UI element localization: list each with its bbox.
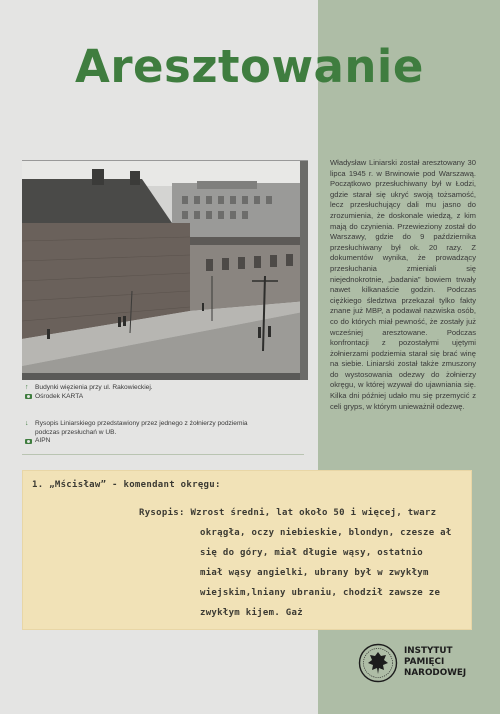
document-caption-line1: Rysopis Liniarskiego przedstawiony przez jednego z żołnierzy podziemia <box>35 420 248 427</box>
arrow-down-icon: ↓ <box>25 420 29 427</box>
institution-name-line3: NARODOWEJ <box>404 668 467 678</box>
institution-name-line2: PAMIĘCI <box>404 657 445 667</box>
page-title: Aresztowanie <box>75 40 424 93</box>
photo-caption <box>25 384 295 401</box>
document-caption <box>25 420 295 446</box>
document-line: miał wąsy angielki, ubrany był w zwykłym <box>200 568 429 578</box>
arrow-up-icon: ↑ <box>25 384 29 391</box>
document-line: się do góry, miał długie wąsy, ostatnio <box>200 548 424 558</box>
document-heading: 1. „Mścisław” - komendant okręgu: <box>32 480 221 490</box>
document-line: Rysopis: Wzrost średni, lat około 50 i więcej, twarz <box>139 508 437 518</box>
caption-divider <box>22 454 304 455</box>
document-caption-line2: podczas przesłuchań w UB. <box>35 428 117 436</box>
document-line: wiejskim,lniany ubraniu, chodził zawsze ze <box>200 588 441 598</box>
institution-name-line1: INSTYTUT <box>404 646 453 656</box>
prison-photo <box>22 160 308 380</box>
document-line: okrągła, oczy niebieskie, blondyn, czesze ał <box>200 528 452 538</box>
article-body: Władysław Liniarski został aresztowany 30 lipca 1945 r. w Brwinowie pod Warszawą. Początkowo przesłuchiwany był w Łodzi, gdzie starał się ukryć swoją tożsamość, lecz przesłuchujący dali mu jasno do zrozumienia, że doskonale wiedzą, z kim mają do czynienia. Przewieziony został do Warszawy, gdzie do 9 października przesłuchiwany był ok. 20 razy. Z dokumentów wynika, że prowadzący przesłuchania zmieniali się niejednokrotnie, „badania” bowiem trwały nawet kilkanaście godzin. Podczas ciężkiego śledztwa przekazał tylko fakty znane już MBP, a podawał nazwiska osób, co do których miał pewność, że zostały już wcześniej aresztowane. Podczas konfrontacji z pozostałymi ujętymi żołnierzami podziemia starał się brać winę na siebie. Liniarski został także zmuszony do wystosowania odezwy do żołnierzy okręgu, w której wzywał do ujawniania się. Kilka dni później udało mu się przemycić z celi gryps, w którym unieważnił odezwę. <box>330 158 476 411</box>
typewritten-document <box>22 470 472 630</box>
document-caption-source: AIPN <box>35 437 51 445</box>
ipn-eagle-logo <box>358 643 398 683</box>
photo-caption-text: Budynki więzienia przy ul. Rakowieckiej. <box>35 384 153 391</box>
document-line: zwykłym kijem. Gaż <box>200 608 303 618</box>
institution-name <box>404 646 466 679</box>
camera-icon <box>25 394 32 399</box>
camera-icon <box>25 439 32 444</box>
photo-caption-source: Ośrodek KARTA <box>35 392 84 400</box>
prison-photo-illustration <box>22 161 308 380</box>
